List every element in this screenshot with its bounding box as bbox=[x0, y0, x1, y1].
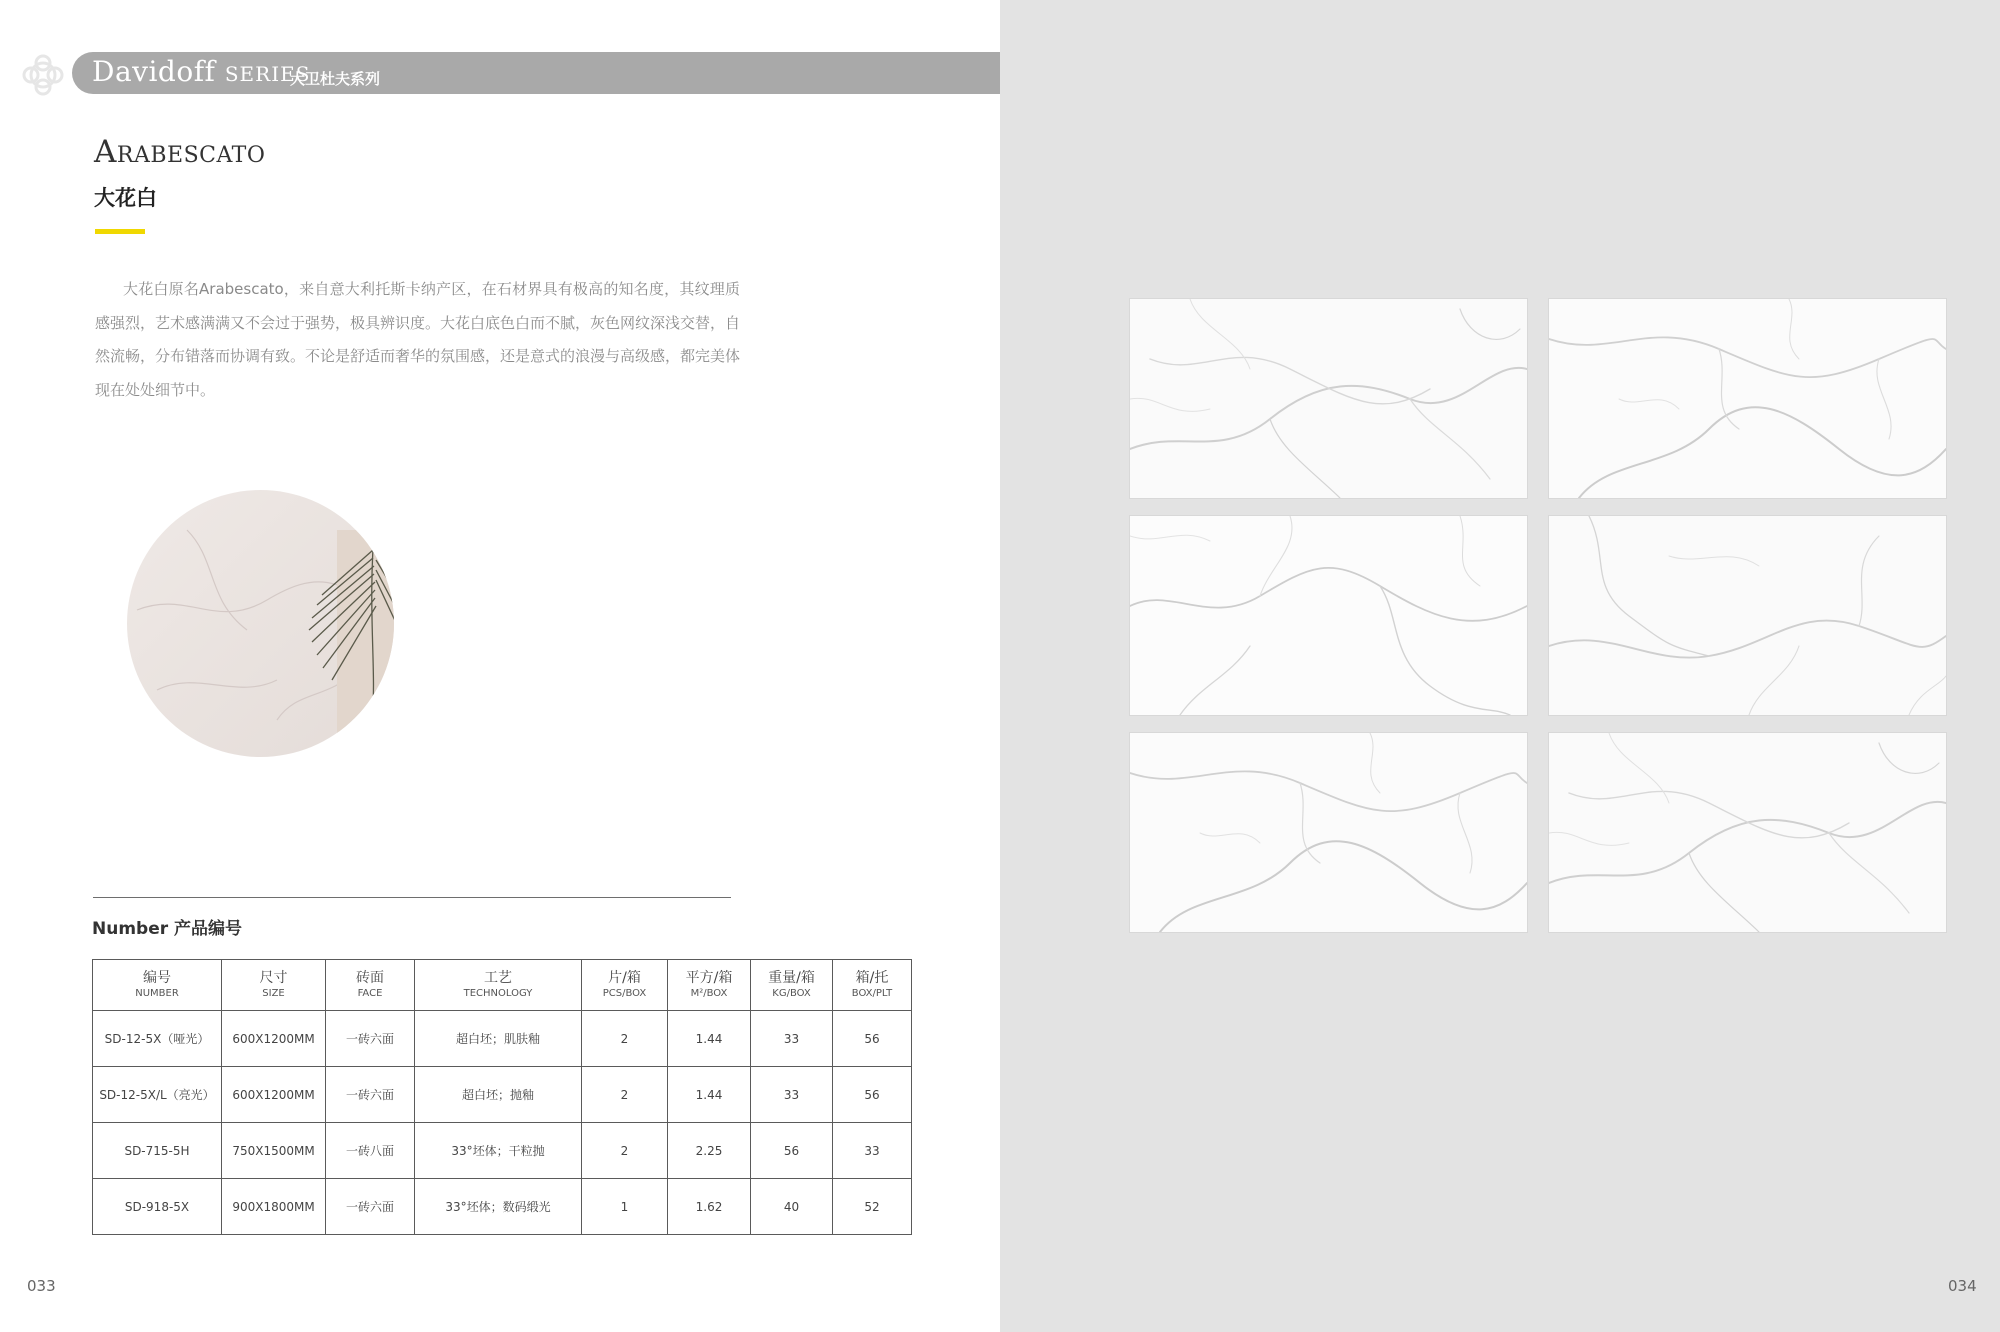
col-header-pcs-box: 片/箱 PCS/BOX bbox=[582, 960, 668, 1011]
cell-box-plt: 33 bbox=[833, 1123, 912, 1179]
series-brand: Davidoff bbox=[92, 55, 216, 88]
cell-kg-box: 33 bbox=[751, 1067, 833, 1123]
cell-technology: 33°坯体；数码缎光 bbox=[415, 1179, 582, 1235]
col-header-size: 尺寸 SIZE bbox=[222, 960, 326, 1011]
cell-number: SD-12-5X（哑光） bbox=[93, 1011, 222, 1067]
brand-logo-icon bbox=[18, 50, 68, 100]
series-title bbox=[92, 55, 310, 88]
marble-swatch bbox=[1130, 733, 1527, 932]
table-row bbox=[93, 1067, 912, 1123]
col-header-number: 编号 NUMBER bbox=[93, 960, 222, 1011]
col-header-face: 砖面 FACE bbox=[326, 960, 415, 1011]
product-name-cn: 大花白 bbox=[94, 186, 157, 210]
cell-m2-box: 1.62 bbox=[668, 1179, 751, 1235]
cell-pcs-box: 2 bbox=[582, 1011, 668, 1067]
right-page bbox=[1000, 0, 2000, 1332]
cell-box-plt: 56 bbox=[833, 1067, 912, 1123]
cell-pcs-box: 2 bbox=[582, 1067, 668, 1123]
number-section-title: Number 产品编号 bbox=[92, 919, 243, 939]
cell-face: 一砖六面 bbox=[326, 1067, 415, 1123]
cell-kg-box: 56 bbox=[751, 1123, 833, 1179]
cell-face: 一砖六面 bbox=[326, 1011, 415, 1067]
cell-kg-box: 33 bbox=[751, 1011, 833, 1067]
col-header-technology: 工艺 TECHNOLOGY bbox=[415, 960, 582, 1011]
cell-size: 900X1800MM bbox=[222, 1179, 326, 1235]
marble-swatch bbox=[1130, 516, 1527, 715]
cell-m2-box: 1.44 bbox=[668, 1011, 751, 1067]
page-number-right: 034 bbox=[1948, 1277, 1977, 1295]
cell-m2-box: 2.25 bbox=[668, 1123, 751, 1179]
marble-swatch bbox=[1549, 733, 1946, 932]
marble-swatch bbox=[1549, 516, 1946, 715]
marble-swatch bbox=[1549, 299, 1946, 498]
cell-technology: 33°坯体；干粒抛 bbox=[415, 1123, 582, 1179]
cell-number: SD-12-5X/L（亮光） bbox=[93, 1067, 222, 1123]
col-header-kg-box: 重量/箱 KG/BOX bbox=[751, 960, 833, 1011]
cell-technology: 超白坯；抛釉 bbox=[415, 1067, 582, 1123]
cell-box-plt: 52 bbox=[833, 1179, 912, 1235]
product-name: Arabescato bbox=[94, 134, 266, 170]
cell-face: 一砖六面 bbox=[326, 1179, 415, 1235]
table-header-row bbox=[93, 960, 912, 1011]
accent-underline bbox=[95, 229, 145, 234]
table-row bbox=[93, 1011, 912, 1067]
product-scene-photo bbox=[127, 490, 394, 757]
cell-size: 600X1200MM bbox=[222, 1011, 326, 1067]
cell-pcs-box: 2 bbox=[582, 1123, 668, 1179]
cell-technology: 超白坯；肌肤釉 bbox=[415, 1011, 582, 1067]
table-row bbox=[93, 1179, 912, 1235]
col-header-box-plt: 箱/托 BOX/PLT bbox=[833, 960, 912, 1011]
cell-face: 一砖八面 bbox=[326, 1123, 415, 1179]
table-row bbox=[93, 1123, 912, 1179]
cell-pcs-box: 1 bbox=[582, 1179, 668, 1235]
page-number-left: 033 bbox=[27, 1277, 56, 1295]
cell-m2-box: 1.44 bbox=[668, 1067, 751, 1123]
product-spec-table bbox=[92, 959, 912, 1235]
cell-size: 750X1500MM bbox=[222, 1123, 326, 1179]
marble-swatch bbox=[1130, 299, 1527, 498]
product-description: 大花白原名Arabescato，来自意大利托斯卡纳产区，在石材界具有极高的知名度，其纹理质感强烈，艺术感满满又不会过于强势，极具辨识度。大花白底色白而不腻，灰色网纹深浅交替，自然流畅，分布错落而协调有致。不论是舒适而奢华的氛围感，还是意式的浪漫与高级感，都完美体现在处处细节中。 bbox=[95, 280, 741, 399]
section-divider bbox=[93, 897, 731, 898]
col-header-m2-box: 平方/箱 M²/BOX bbox=[668, 960, 751, 1011]
cell-size: 600X1200MM bbox=[222, 1067, 326, 1123]
series-word: SERIES bbox=[224, 62, 311, 86]
series-title-cn: 大卫杜夫系列 bbox=[290, 70, 381, 88]
cell-box-plt: 56 bbox=[833, 1011, 912, 1067]
cell-number: SD-918-5X bbox=[93, 1179, 222, 1235]
cell-kg-box: 40 bbox=[751, 1179, 833, 1235]
cell-number: SD-715-5H bbox=[93, 1123, 222, 1179]
